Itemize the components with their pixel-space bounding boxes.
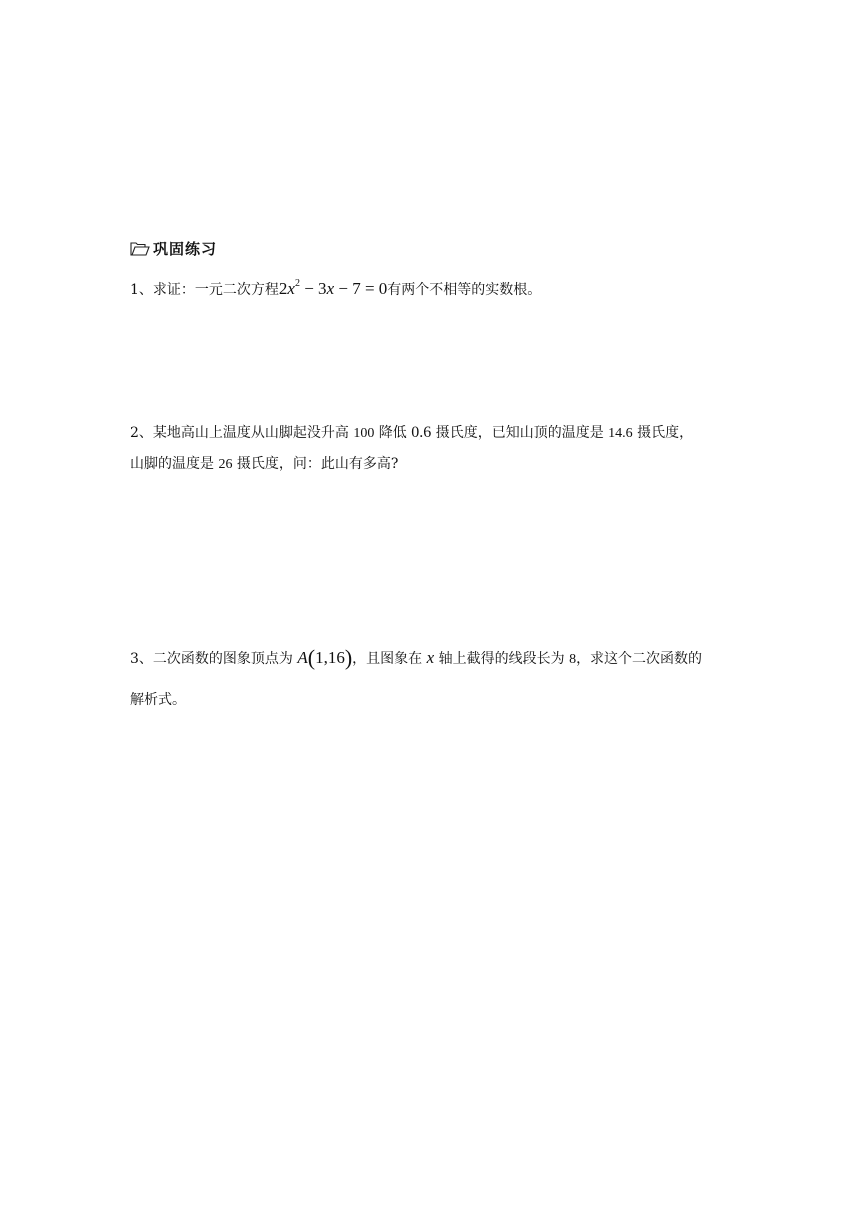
problem-1-equation: $2x^2 - 3x - 7 = 0$ bbox=[278, 278, 388, 298]
problem-1 bbox=[130, 274, 740, 305]
problem-2-line-1: 2、某地高山上温度从山脚起没升高 100 降低 0.6 摄氏度，已知山顶的温度是 14.6 摄氏度， bbox=[130, 424, 694, 441]
problem-1-prefix: 1、求证：一元二次方程 bbox=[130, 282, 279, 298]
problem-1-suffix: 有两个不相等的实数根。 bbox=[387, 282, 542, 298]
folder-icon bbox=[130, 241, 150, 257]
problem-3-line-1: 3、二次函数的图象顶点为 A(1,16)，且图象在 x 轴上截得的线段长为 8，求这个二次函数的 bbox=[130, 645, 703, 670]
section-header bbox=[130, 238, 217, 259]
problem-3-line-2: 解析式。 bbox=[130, 692, 186, 708]
point-a: A(1,16) bbox=[297, 645, 353, 670]
problem-2-line-2: 山脚的温度是 26 摄氏度，问：此山有多高? bbox=[130, 456, 399, 472]
problem-2 bbox=[130, 418, 740, 480]
problem-3 bbox=[130, 638, 740, 720]
section-title: 巩固练习 bbox=[153, 240, 218, 258]
